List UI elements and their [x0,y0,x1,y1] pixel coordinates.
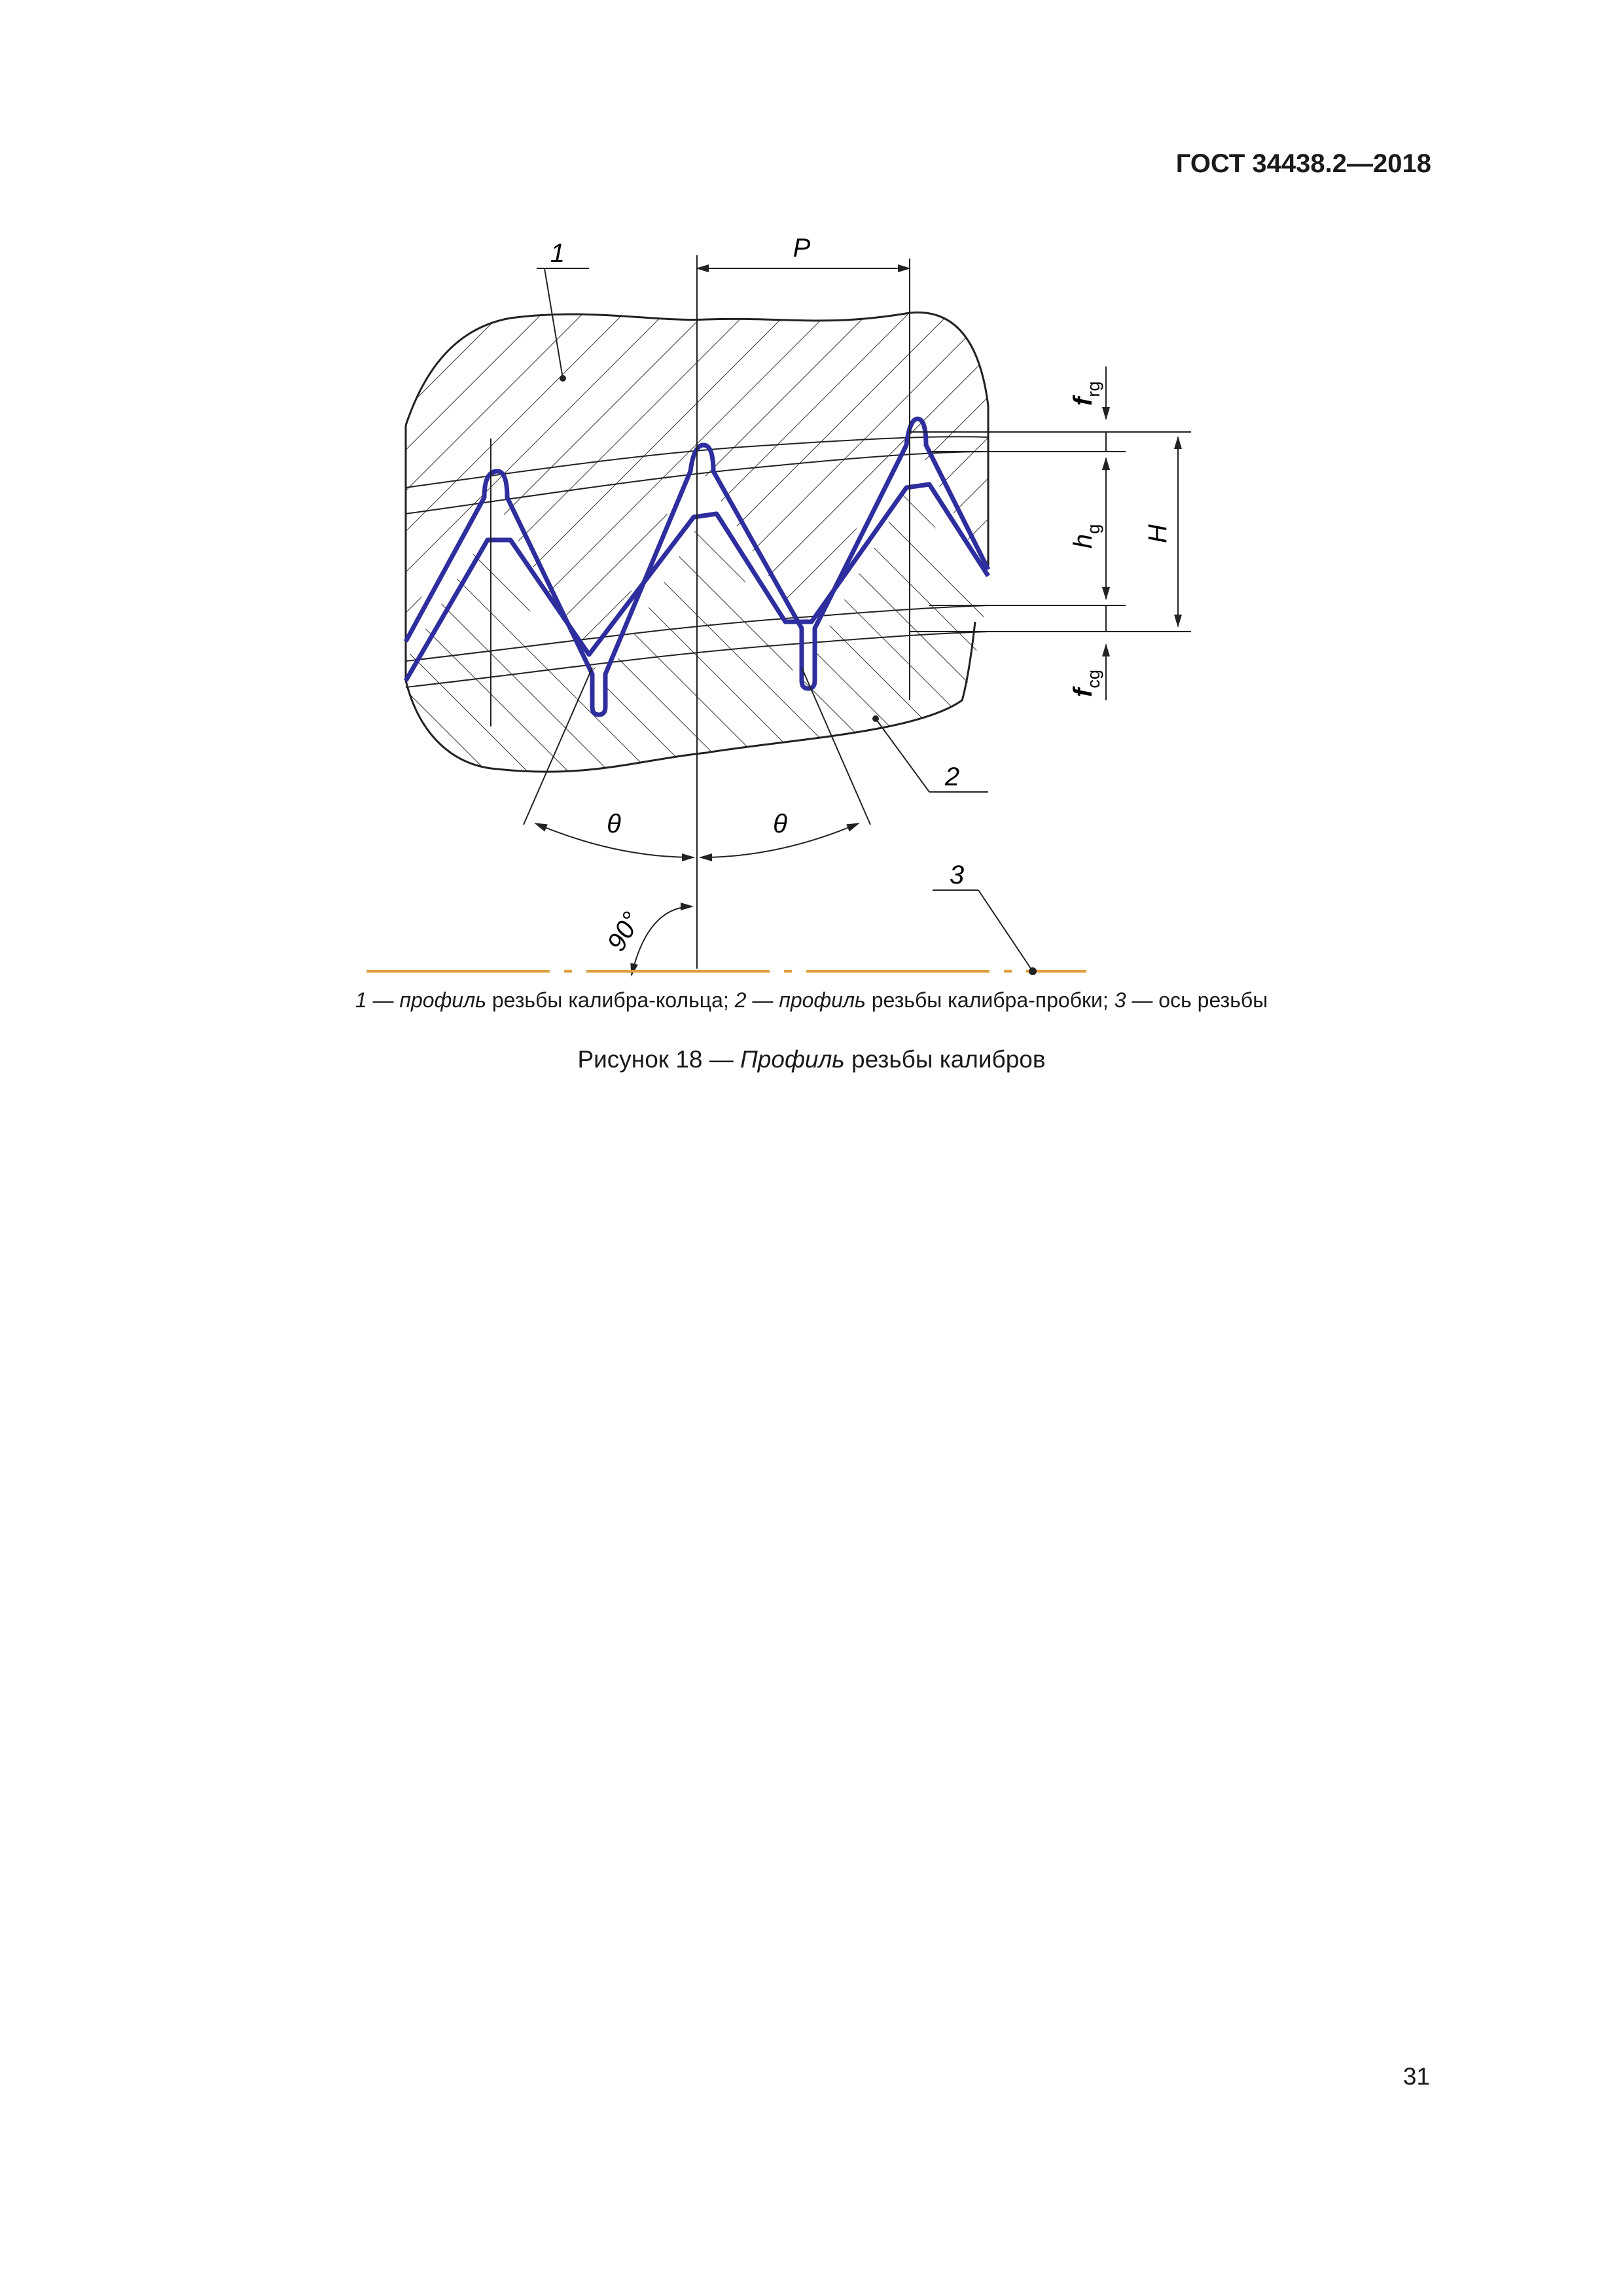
fcg-label [1069,670,1103,697]
page-number: 31 [1402,2063,1430,2090]
document-code: ГОСТ 34438.2—2018 [1175,149,1431,178]
svg-text:H: H [1143,524,1172,543]
figure-caption: Рисунок 18 — Профиль резьбы калибров [577,1046,1046,1073]
svg-text:frg: $f_{rg}$ [1069,381,1103,406]
theta-left-label: θ [607,810,621,838]
plug-gauge-section [393,484,995,785]
svg-text:fcg: $f_{cg}$ [1069,670,1103,697]
hg-label [1069,524,1103,548]
height-label [1143,524,1172,543]
callout-2-label: 2 [944,762,960,791]
theta-right-label: θ [773,810,787,838]
callout-1-label: 1 [550,239,565,268]
pitch-label: P [793,234,811,262]
figure-legend: 1 — профиль резьбы калибра-кольца; 2 — профиль резьбы калибра-пробки; 3 — ось резьбы [355,988,1268,1012]
callout-3-label: 3 [949,861,965,889]
thread-gauge-profile-drawing [0,0,1623,1014]
svg-text:hg: $h_g$ [1069,524,1103,548]
frg-label [1069,382,1103,406]
svg-text:90°: 90° [601,907,647,956]
